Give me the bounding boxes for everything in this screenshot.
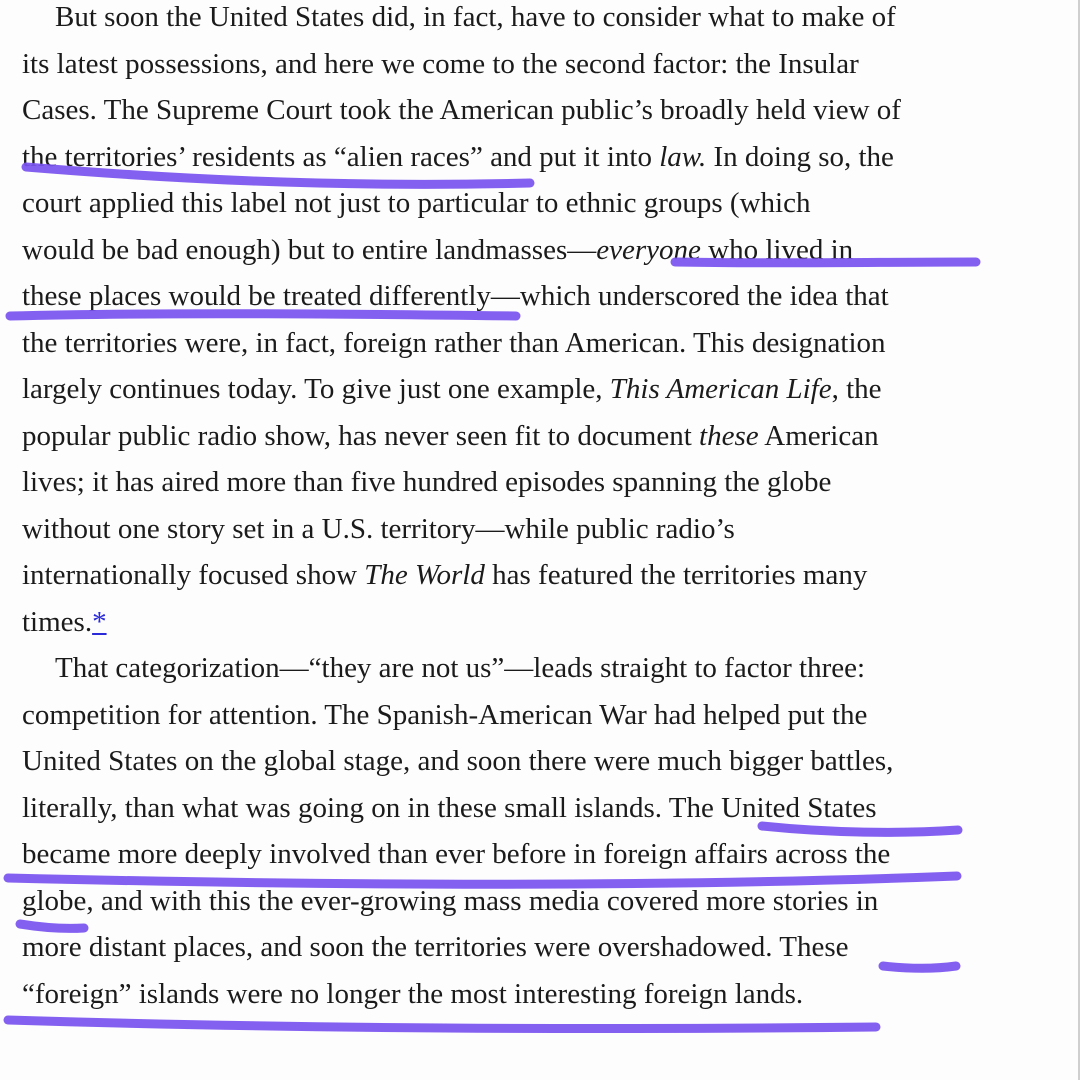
text-line: But soon the United States did, in fact, have to consider what to make of [55, 1, 896, 33]
text-line: would be bad enough) but to entire landmasses—everyone who lived in [22, 234, 854, 266]
text-line: Cases. The Supreme Court took the American public’s broadly held view of [22, 94, 901, 126]
text-line: largely continues today. To give just one example, This American Life, the [22, 373, 882, 405]
text-line: “foreign” islands were no longer the most interesting foreign lands. [22, 978, 804, 1010]
text-line: United States on the global stage, and soon there were much bigger battles, [22, 745, 894, 777]
text-line: court applied this label not just to particular to ethnic groups (which [22, 187, 811, 219]
footnote-link[interactable]: * [92, 606, 107, 638]
text-line: these places would be treated differently—which underscored the idea that [22, 280, 889, 312]
text-line: more distant places, and soon the territories were overshadowed. These [22, 931, 849, 963]
text-line: That categorization—“they are not us”—leads straight to factor three: [55, 652, 866, 684]
text-line: lives; it has aired more than five hundred episodes spanning the globe [22, 466, 832, 498]
underline-stroke [883, 966, 956, 968]
text-line: without one story set in a U.S. territory—while public radio’s [22, 513, 735, 545]
text-line: the territories were, in fact, foreign rather than American. This designation [22, 327, 886, 359]
text-line: times.* [22, 606, 107, 638]
text-line: globe, and with this the ever-growing mass media covered more stories in [22, 885, 879, 917]
text-line: its latest possessions, and here we come to the second factor: the Insular [22, 48, 859, 80]
text-line: literally, than what was going on in these small islands. The United States [22, 792, 877, 824]
text-line: competition for attention. The Spanish-American War had helped put the [22, 699, 868, 731]
text-line: internationally focused show The World has featured the territories many [22, 559, 868, 591]
underline-stroke [8, 1020, 876, 1029]
text-line: the territories’ residents as “alien races” and put it into law. In doing so, the [22, 141, 894, 173]
text-line: popular public radio show, has never seen fit to document these American [22, 420, 879, 452]
text-line: became more deeply involved than ever before in foreign affairs across the [22, 838, 891, 870]
